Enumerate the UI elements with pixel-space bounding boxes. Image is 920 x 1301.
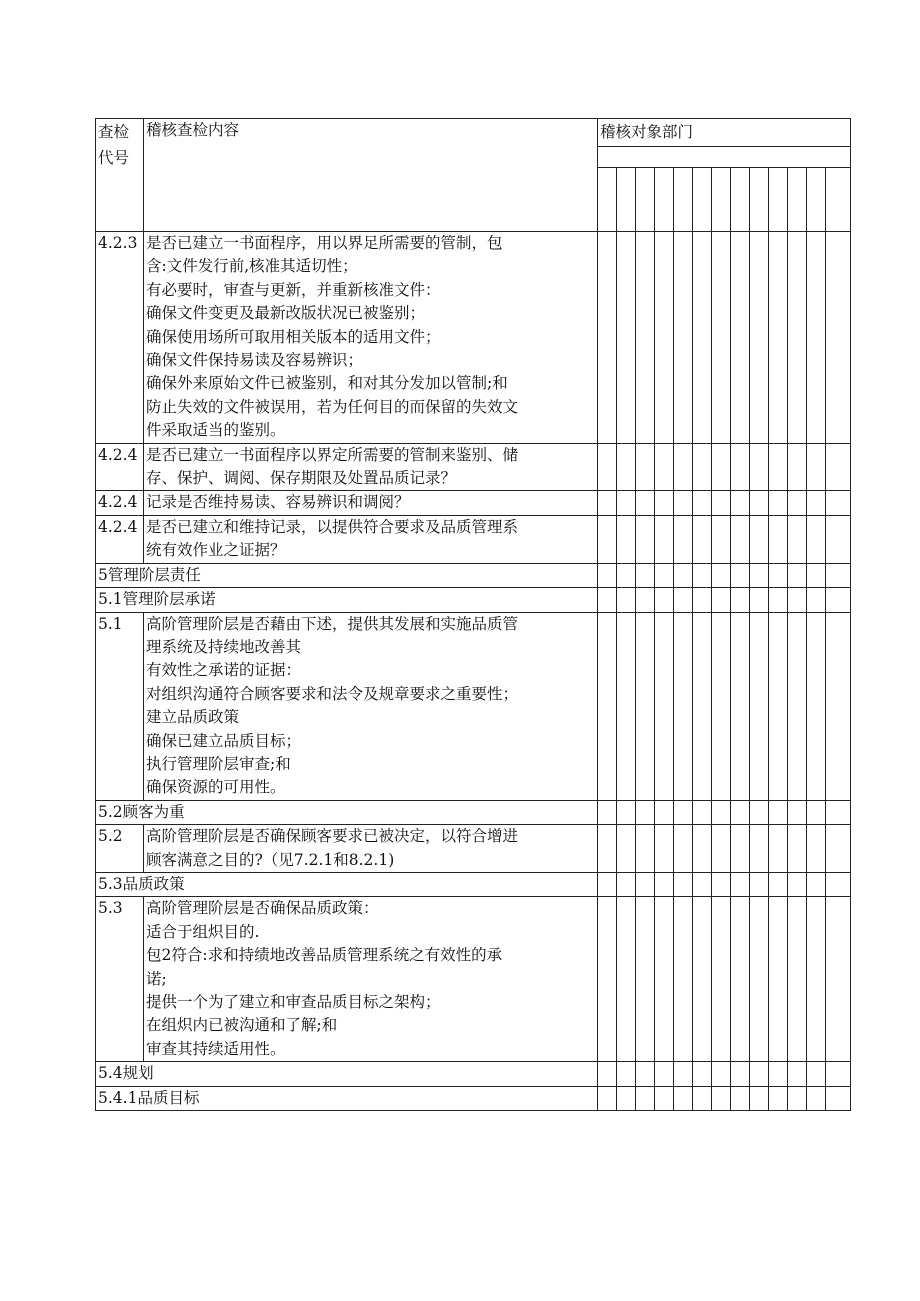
check-cell[interactable] <box>655 1086 674 1110</box>
item-content-line: 顾客满意之目的?（见7.2.1和8.2.1) <box>146 850 395 869</box>
check-cell[interactable] <box>655 612 674 800</box>
check-cell[interactable] <box>617 612 636 800</box>
check-cell[interactable] <box>788 563 807 587</box>
check-cell[interactable] <box>750 515 769 563</box>
check-cell[interactable] <box>769 588 788 612</box>
item-content <box>144 515 598 563</box>
check-cell[interactable] <box>674 491 693 515</box>
check-cell[interactable] <box>731 1086 750 1110</box>
check-cell[interactable] <box>712 872 731 896</box>
check-cell[interactable] <box>674 443 693 491</box>
check-cell[interactable] <box>807 1062 826 1086</box>
dept-column-cell <box>598 168 617 232</box>
check-cell[interactable] <box>636 491 655 515</box>
checklist-item-row <box>96 515 851 563</box>
item-content-line: 件采取适当的鉴别。 <box>146 421 286 440</box>
item-content-line: 提供一个为了建立和审查品质目标之架构； <box>146 993 441 1011</box>
check-cell[interactable] <box>598 588 617 612</box>
check-cell[interactable] <box>731 491 750 515</box>
check-cell[interactable] <box>826 515 851 563</box>
dept-column-cell <box>731 168 750 232</box>
check-cell[interactable] <box>750 612 769 800</box>
dept-column-cell <box>655 168 674 232</box>
item-content-line: 有效性之承诺的证据： <box>146 661 302 680</box>
item-code: 5.3 <box>96 897 144 1062</box>
check-cell[interactable] <box>769 825 788 873</box>
check-cell[interactable] <box>617 515 636 563</box>
check-cell[interactable] <box>617 443 636 491</box>
check-cell[interactable] <box>731 872 750 896</box>
check-cell[interactable] <box>655 491 674 515</box>
item-content-line: 确保外来原始文件已被鉴别，和对其分发加以管制;和 <box>146 374 508 393</box>
check-cell[interactable] <box>769 563 788 587</box>
check-cell[interactable] <box>769 515 788 563</box>
check-cell[interactable] <box>750 1062 769 1086</box>
check-cell[interactable] <box>598 1086 617 1110</box>
check-cell[interactable] <box>617 563 636 587</box>
check-cell[interactable] <box>731 515 750 563</box>
check-cell[interactable] <box>826 612 851 800</box>
check-cell[interactable] <box>769 491 788 515</box>
item-content-line: 统有效作业之证据？ <box>146 541 286 560</box>
check-cell[interactable] <box>750 563 769 587</box>
check-cell[interactable] <box>807 825 826 873</box>
check-cell[interactable] <box>731 588 750 612</box>
header-dept-title: 稽核对象部门 <box>598 119 851 147</box>
check-cell[interactable] <box>617 232 636 444</box>
section-row <box>96 872 851 896</box>
check-cell[interactable] <box>598 872 617 896</box>
check-cell[interactable] <box>617 872 636 896</box>
check-cell[interactable] <box>598 563 617 587</box>
item-content-line: 高阶管理阶层是否藉由下述，提供其发展和实施品质管 <box>146 614 519 633</box>
check-cell[interactable] <box>769 612 788 800</box>
check-cell[interactable] <box>712 443 731 491</box>
item-content-line: 是否已建立一书面程序，用以界足所需要的管制，包 <box>146 234 503 252</box>
section-label: 5.1管理阶层承诺 <box>96 588 598 612</box>
check-cell[interactable] <box>674 1062 693 1086</box>
check-cell[interactable] <box>788 491 807 515</box>
check-cell[interactable] <box>731 232 750 444</box>
check-cell[interactable] <box>655 232 674 444</box>
check-cell[interactable] <box>807 232 826 444</box>
item-content <box>144 232 598 444</box>
check-cell[interactable] <box>788 515 807 563</box>
check-cell[interactable] <box>788 897 807 1062</box>
section-row <box>96 1062 851 1086</box>
checklist-item-row <box>96 612 851 800</box>
check-cell[interactable] <box>636 232 655 444</box>
item-content-line: 理系统及持续地改善其 <box>146 637 302 656</box>
check-cell[interactable] <box>655 515 674 563</box>
check-cell[interactable] <box>674 872 693 896</box>
check-cell[interactable] <box>674 1086 693 1110</box>
section-label: 5.4.1品质目标 <box>96 1086 598 1110</box>
check-cell[interactable] <box>750 800 769 824</box>
check-cell[interactable] <box>693 612 712 800</box>
section-row <box>96 1086 851 1110</box>
check-cell[interactable] <box>617 1086 636 1110</box>
check-cell[interactable] <box>788 1062 807 1086</box>
item-content-line: 执行管理阶层审查;和 <box>146 754 291 773</box>
item-content-line: 防止失效的文件被误用，若为任何目的而保留的失效文 <box>146 397 519 416</box>
check-cell[interactable] <box>655 588 674 612</box>
header-code-line1: 查检 <box>98 123 130 141</box>
check-cell[interactable] <box>788 612 807 800</box>
check-cell[interactable] <box>731 563 750 587</box>
check-cell[interactable] <box>617 588 636 612</box>
item-content-line: 在组炽内已被沟通和了解;和 <box>146 1016 338 1035</box>
check-cell[interactable] <box>788 443 807 491</box>
item-content-line: 审查其持续适用性。 <box>146 1039 286 1058</box>
check-cell[interactable] <box>636 872 655 896</box>
check-cell[interactable] <box>598 443 617 491</box>
check-cell[interactable] <box>674 825 693 873</box>
check-cell[interactable] <box>769 1086 788 1110</box>
item-content-line: 确保文件变更及最新改版状况已被鉴别； <box>146 304 426 323</box>
header-content-cell: 稽核查检内容 <box>144 119 598 232</box>
check-cell[interactable] <box>693 800 712 824</box>
check-cell[interactable] <box>807 872 826 896</box>
item-content-line: 确保使用场所可取用相关版本的适用文件； <box>146 327 441 346</box>
check-cell[interactable] <box>617 800 636 824</box>
check-cell[interactable] <box>674 563 693 587</box>
dept-column-cell <box>693 168 712 232</box>
check-cell[interactable] <box>655 825 674 873</box>
check-cell[interactable] <box>807 800 826 824</box>
check-cell[interactable] <box>750 443 769 491</box>
check-cell[interactable] <box>655 897 674 1062</box>
checklist-item-row <box>96 491 851 515</box>
checklist-item-row <box>96 443 851 491</box>
check-cell[interactable] <box>636 1086 655 1110</box>
check-cell[interactable] <box>693 563 712 587</box>
check-cell[interactable] <box>712 515 731 563</box>
check-cell[interactable] <box>598 612 617 800</box>
item-content-line: 建立品质政策 <box>146 708 240 727</box>
item-content-line: 确保资源的可用性。 <box>146 778 286 797</box>
item-content-line: 包2符合:求和持绩地改善品质管理系统之有效性的承 <box>146 946 503 965</box>
item-content-line: 含:文件发行前,核准其适切性； <box>146 257 358 276</box>
item-code: 5.2 <box>96 825 144 873</box>
check-cell[interactable] <box>807 515 826 563</box>
check-cell[interactable] <box>826 588 851 612</box>
check-cell[interactable] <box>693 897 712 1062</box>
item-content-line: 诺; <box>146 969 167 988</box>
item-code: 4.2.4 <box>96 443 144 491</box>
check-cell[interactable] <box>769 443 788 491</box>
check-cell[interactable] <box>731 800 750 824</box>
check-cell[interactable] <box>788 825 807 873</box>
check-cell[interactable] <box>769 897 788 1062</box>
check-cell[interactable] <box>788 232 807 444</box>
item-content-line: 是否已建立和维持记录，以提供符合要求及品质管理系 <box>146 517 519 536</box>
checklist-item-row <box>96 825 851 873</box>
section-row <box>96 800 851 824</box>
check-cell[interactable] <box>712 588 731 612</box>
check-cell[interactable] <box>693 588 712 612</box>
item-content-line: 有必要时，审查与更新，并重新核准文件： <box>146 280 441 299</box>
check-cell[interactable] <box>617 1062 636 1086</box>
check-cell[interactable] <box>731 612 750 800</box>
check-cell[interactable] <box>636 588 655 612</box>
check-cell[interactable] <box>693 1062 712 1086</box>
check-cell[interactable] <box>826 491 851 515</box>
check-cell[interactable] <box>750 588 769 612</box>
check-cell[interactable] <box>674 588 693 612</box>
check-cell[interactable] <box>731 443 750 491</box>
check-cell[interactable] <box>674 897 693 1062</box>
header-code-cell <box>96 119 144 232</box>
check-cell[interactable] <box>693 443 712 491</box>
section-label: 5.3品质政策 <box>96 872 598 896</box>
item-content-line: 高阶管理阶层是否确保品质政策： <box>146 899 379 918</box>
check-cell[interactable] <box>655 800 674 824</box>
check-cell[interactable] <box>807 897 826 1062</box>
item-content-line: 对组织沟通符合顾客要求和法令及规章要求之重要性； <box>146 684 519 703</box>
check-cell[interactable] <box>655 563 674 587</box>
item-content-line: 存、保护、调阅、保存期限及处置品质记录？ <box>146 469 457 488</box>
section-label: 5.2顾客为重 <box>96 800 598 824</box>
check-cell[interactable] <box>788 588 807 612</box>
check-cell[interactable] <box>712 897 731 1062</box>
check-cell[interactable] <box>712 232 731 444</box>
check-cell[interactable] <box>826 563 851 587</box>
check-cell[interactable] <box>636 1062 655 1086</box>
check-cell[interactable] <box>617 491 636 515</box>
check-cell[interactable] <box>826 800 851 824</box>
check-cell[interactable] <box>826 872 851 896</box>
check-cell[interactable] <box>598 515 617 563</box>
check-cell[interactable] <box>712 1086 731 1110</box>
section-label: 5.4规划 <box>96 1062 598 1086</box>
item-code: 4.2.4 <box>96 491 144 515</box>
check-cell[interactable] <box>693 515 712 563</box>
check-cell[interactable] <box>636 800 655 824</box>
check-cell[interactable] <box>712 563 731 587</box>
check-cell[interactable] <box>598 800 617 824</box>
check-cell[interactable] <box>826 1062 851 1086</box>
check-cell[interactable] <box>826 232 851 444</box>
check-cell[interactable] <box>636 897 655 1062</box>
check-cell[interactable] <box>731 825 750 873</box>
check-cell[interactable] <box>826 825 851 873</box>
item-content-line: 确保文件保持易读及容易辨识； <box>146 351 364 370</box>
item-content <box>144 612 598 800</box>
check-cell[interactable] <box>636 612 655 800</box>
dept-column-cell <box>807 168 826 232</box>
item-content <box>144 897 598 1062</box>
dept-column-cell <box>769 168 788 232</box>
check-cell[interactable] <box>598 825 617 873</box>
check-cell[interactable] <box>788 800 807 824</box>
check-cell[interactable] <box>750 1086 769 1110</box>
check-cell[interactable] <box>674 232 693 444</box>
item-content-line: 是否已建立一书面程序以界定所需要的管制来鉴别、储 <box>146 445 519 464</box>
check-cell[interactable] <box>636 515 655 563</box>
check-cell[interactable] <box>826 1086 851 1110</box>
check-cell[interactable] <box>750 872 769 896</box>
check-cell[interactable] <box>598 232 617 444</box>
check-cell[interactable] <box>674 612 693 800</box>
dept-column-cell <box>826 168 851 232</box>
item-content <box>144 491 598 515</box>
check-cell[interactable] <box>807 443 826 491</box>
check-cell[interactable] <box>750 825 769 873</box>
item-content <box>144 443 598 491</box>
check-cell[interactable] <box>807 1086 826 1110</box>
check-cell[interactable] <box>807 612 826 800</box>
check-cell[interactable] <box>826 443 851 491</box>
check-cell[interactable] <box>750 491 769 515</box>
check-cell[interactable] <box>693 232 712 444</box>
check-cell[interactable] <box>693 872 712 896</box>
check-cell[interactable] <box>636 563 655 587</box>
check-cell[interactable] <box>712 800 731 824</box>
check-cell[interactable] <box>712 1062 731 1086</box>
item-content-line: 记录是否维持易读、容易辨识和调阅？ <box>146 493 410 512</box>
check-cell[interactable] <box>769 1062 788 1086</box>
section-row <box>96 588 851 612</box>
check-cell[interactable] <box>769 800 788 824</box>
check-cell[interactable] <box>636 825 655 873</box>
dept-column-cell <box>636 168 655 232</box>
item-code: 4.2.4 <box>96 515 144 563</box>
check-cell[interactable] <box>655 443 674 491</box>
dept-column-cell <box>674 168 693 232</box>
dept-column-cell <box>617 168 636 232</box>
dept-column-cell <box>788 168 807 232</box>
check-cell[interactable] <box>712 491 731 515</box>
audit-checklist-table <box>95 118 851 1111</box>
check-cell[interactable] <box>674 515 693 563</box>
check-cell[interactable] <box>807 563 826 587</box>
check-cell[interactable] <box>826 897 851 1062</box>
checklist-item-row <box>96 897 851 1062</box>
item-content-line: 确保已建立品质目标； <box>146 731 302 750</box>
check-cell[interactable] <box>750 232 769 444</box>
check-cell[interactable] <box>636 443 655 491</box>
check-cell[interactable] <box>617 825 636 873</box>
item-content-line: 高阶管理阶层是否确保顾客要求已被决定，以符合增进 <box>146 827 519 846</box>
dept-column-cell <box>712 168 731 232</box>
checklist-item-row <box>96 232 851 444</box>
check-cell[interactable] <box>693 1086 712 1110</box>
check-cell[interactable] <box>655 872 674 896</box>
item-content-line: 适合于组炽目的. <box>146 922 260 941</box>
check-cell[interactable] <box>788 872 807 896</box>
check-cell[interactable] <box>807 588 826 612</box>
check-cell[interactable] <box>731 897 750 1062</box>
check-cell[interactable] <box>712 825 731 873</box>
check-cell[interactable] <box>693 491 712 515</box>
check-cell[interactable] <box>655 1062 674 1086</box>
check-cell[interactable] <box>674 800 693 824</box>
check-cell[interactable] <box>712 612 731 800</box>
check-cell[interactable] <box>750 897 769 1062</box>
section-row <box>96 563 851 587</box>
item-code: 4.2.3 <box>96 232 144 444</box>
header-dept-name-row <box>598 147 851 168</box>
check-cell[interactable] <box>598 491 617 515</box>
item-code: 5.1 <box>96 612 144 800</box>
check-cell[interactable] <box>788 1086 807 1110</box>
check-cell[interactable] <box>693 825 712 873</box>
check-cell[interactable] <box>617 897 636 1062</box>
item-content <box>144 825 598 873</box>
check-cell[interactable] <box>598 897 617 1062</box>
check-cell[interactable] <box>807 491 826 515</box>
check-cell[interactable] <box>769 872 788 896</box>
check-cell[interactable] <box>731 1062 750 1086</box>
check-cell[interactable] <box>769 232 788 444</box>
header-code-line2: 代号 <box>98 149 130 167</box>
check-cell[interactable] <box>598 1062 617 1086</box>
dept-column-cell <box>750 168 769 232</box>
section-label: 5管理阶层责任 <box>96 563 598 587</box>
